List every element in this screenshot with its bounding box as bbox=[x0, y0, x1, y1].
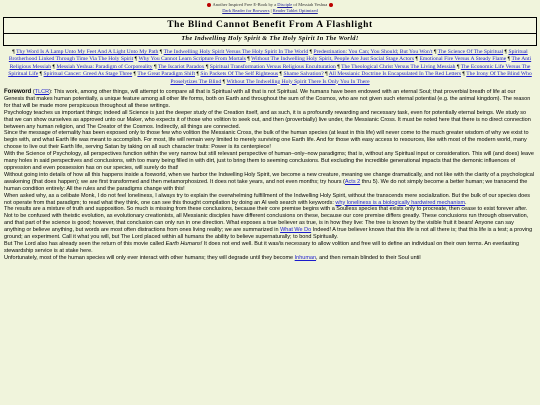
toc-link[interactable]: Without The Indwelling Holy Spirit There Is Only You In There bbox=[226, 78, 370, 85]
pilcrow-icon: ¶ bbox=[247, 56, 252, 63]
page-title: The Blind Cannot Benefit From A Flashlight bbox=[167, 20, 373, 30]
reader-tablet-link[interactable]: Reader Tablet Optimized bbox=[272, 8, 318, 13]
foreword-paragraph-5: Without going into details of how all this happens inside a foxworld, when we harbor the Indwelling Holy Spirit, we become a new creature, meaning we change dramatically, and not like with the clarity of a psychological awakening (that does happen); we are first transformed and then metamorphosized. It does not take years, and not even months; try hours (Acts 2 thru 5). We do not simply become a better human; we transcend the human condition entirely: All the rules and the paradigms change with this! bbox=[4, 171, 535, 192]
toc-link[interactable]: Shame Salvation? bbox=[283, 71, 324, 78]
pilcrow-icon: ¶ bbox=[196, 71, 201, 78]
toc-link[interactable]: Predestination: You Can; You Should; But You Won't bbox=[313, 49, 433, 55]
dark-reader-link[interactable]: Dark Reader for Browsers bbox=[222, 8, 270, 13]
toc-link[interactable]: Thy Word Is A Lamp Unto My Feet And A Light Unto My Path bbox=[16, 49, 159, 55]
pilcrow-icon: ¶ bbox=[39, 71, 44, 78]
toc-link[interactable]: The Great Paradigm Shift bbox=[137, 71, 196, 78]
pilcrow-icon: ¶ bbox=[12, 49, 17, 55]
toc-link[interactable]: All Messianic Doctrine Is Encapsulated In The Red Letters bbox=[328, 71, 461, 78]
pilcrow-icon: ¶ bbox=[325, 71, 329, 78]
pilcrow-icon: ¶ bbox=[433, 49, 438, 55]
foreword-paragraph-9: Unfortunately, most of the human species will only ever interact with other humans; they will degrade until they become Inhuman, and then remain blinded to their Soul until bbox=[4, 254, 421, 261]
toc-link[interactable]: The Science Of The Spiritual bbox=[437, 49, 504, 55]
pilcrow-icon: ¶ bbox=[159, 49, 164, 55]
pilcrow-icon: ¶ bbox=[133, 71, 138, 78]
toc-link[interactable]: The Theological Christ Versus The Living Messiah bbox=[341, 63, 456, 70]
foreword-paragraph-2: Psychology teaches us important things; indeed all Science is just the deeper study of the Creation itself, and as such, it is a profoundly rewarding and necessary task, even for potentially eternal beings. We study so that we can show ourselves as approved unto our Maker, who expects it of those who volition to seek out, and then (proverbially) live under, the Messianic Cross. It must be noted here that there is no direct connection between any human religion, and The Creator of the Cosmos. Indirectly, all things are connected. bbox=[4, 109, 531, 130]
pilcrow-icon: ¶ bbox=[504, 49, 509, 55]
toc-link[interactable]: Messiah Yeshua: Paradigm of Corporeality bbox=[56, 63, 153, 70]
toc-link[interactable]: The Iscariot Paradox bbox=[157, 63, 205, 70]
disciple-link[interactable]: Disciple bbox=[277, 2, 293, 7]
toc-link[interactable]: The Indwelling Holy Spirit Versus The Holy Spirit In The World bbox=[163, 49, 309, 55]
toc-link[interactable]: Emotional Fire Versus A Steady Flame bbox=[419, 56, 507, 63]
toc-link[interactable]: Spiritual Cancer: Greed As Stage Three bbox=[43, 71, 133, 78]
foreword-paragraph-6: When asked why, as a celibate Monk, I do not feel loneliness, I always try to explain the overwhelming fulfillment of the Indwelling Holy Spirit, without the transcends mere socialization. But the bulk of our species does not operate from that paradigm; to read what they think, one can see this thought compilation by doing an AI web search with keywords: why loneliness is a biologically hardwired mechanism. bbox=[4, 192, 531, 206]
pilcrow-icon: ¶ bbox=[154, 63, 158, 70]
toc-link[interactable]: The Anti Religious Messiah bbox=[9, 56, 532, 70]
pilcrow-icon: ¶ bbox=[507, 56, 512, 63]
toc-link[interactable]: Sin Packets Of The Self Righteous bbox=[200, 71, 279, 78]
pilcrow-icon: ¶ bbox=[456, 63, 461, 70]
foreword-paragraph-8: But The Lord also has already seen the return of this movie called Earth Humans! It does not end well. But it was/is necessary to allow volition and free will to define an individual on their own terms. An everlasting stewardship service is at stake here. bbox=[4, 240, 520, 254]
pilcrow-icon: ¶ bbox=[309, 49, 314, 55]
title-box bbox=[3, 17, 537, 46]
foreword-paragraph-7: The results are a mixture of truth and supposition. So much is missing from these conclusions, because their core premise begins with a Soulless species that exists only to procreate, then cease to exist forever after. Not to be confused with theistic evolution, as evolutionary creationists, all Messianic disciples have different conclusions on these, because our core premise differs greatly. These conclusions run through observation, and that part of the science is good; however, that conclusion can only run in one direction. What exposes a true believer as true, is in how they live: The tree is known by the visible fruit it bears! Anyone can say anything or believe anything, but words are most often distractions from ones living reality; we are summarized in What We Do Indeed! A true believer knows that this life is not all there is; that this life is a test; a proving ground; an experiment. Call it what you will, but The Lord placed within all humans the ability to believe supernaturally; to bond Spiritually. bbox=[4, 206, 533, 241]
toc-link[interactable]: Without The Indwelling Holy Spirit, People Are Just Social Stage Actors bbox=[251, 56, 415, 63]
table-of-contents bbox=[5, 49, 535, 86]
top-banner-line-2: Dark Reader for Browsers | Reader Tablet Optimized bbox=[222, 8, 318, 13]
tlcr-link[interactable]: TLCR bbox=[34, 89, 50, 96]
pilcrow-icon: ¶ bbox=[52, 63, 57, 70]
book-icon-right bbox=[329, 3, 333, 7]
foreword-paragraph-4: With the Science of Psychology, all perspectives function within the very narrow but still relevant perspective of human–only–now paradigms; that is, without any Spiritual input or consideration. This will (and does) leave many holes in said perspectives and conclusions, with too many being filled in with dirt, just to bring them to seeming conclusions. But excluding the incredible generational impacts that the demonic influences of oppression and even possession has on our species, will surely do that! bbox=[4, 151, 534, 171]
toc-link[interactable]: Why You Cannot Learn Scripture From Mortals bbox=[138, 56, 246, 63]
toc-link[interactable]: The Irony Of The Blind Who Proselytizes The Blind bbox=[170, 71, 532, 85]
pilcrow-icon: ¶ bbox=[415, 56, 420, 63]
inhuman-link[interactable]: Inhuman bbox=[294, 254, 317, 261]
pilcrow-icon: ¶ bbox=[205, 63, 210, 70]
toc-link[interactable]: Spiritual Brotherhood Linked Through Time Via The Holy Spirit bbox=[8, 49, 528, 63]
book-icon bbox=[207, 3, 211, 7]
acts-2-link[interactable]: Acts 2 bbox=[344, 178, 361, 185]
foreword-section bbox=[3, 89, 537, 262]
pilcrow-icon: ¶ bbox=[222, 78, 227, 85]
foreword-paragraph-1: This work, among other things, will attempt to compare all that is Spiritual with all that is not Spiritual. We humans have been endowed with an eternal Soul; that proverbial breath of life at our Genesis that makes human potentially, a unique feature among all other life forms, both on Earth and throughout the sum of the Cosmos, who are not given such eternal potential (e.g. the animal kingdom). The reason for that will be made more perspicuous throughout all these writings. bbox=[4, 89, 531, 109]
foreword-label: Foreword bbox=[4, 89, 32, 96]
top-banner bbox=[3, 2, 537, 14]
foreword-paragraph-3: Since the message of eternality has been exposed only to those few who volition the Messianic Cross, the bulk of the human species (at least in this life) will never come to the much greater wisdom of why we exist to begin with, and what Earth life was meant to accomplish. For most, life will remain very limited to merely surviving one Earth life. And for those with easy access to resources, like with most of the modern world, many choose to live out their Earth life, serving Satan by taking on all such character traits: Power is its centerpiece! bbox=[4, 130, 529, 151]
top-banner-line-1: Another Inspired Free E-Book by a Disciple of Messiah Yeshua bbox=[3, 2, 537, 8]
toc-link[interactable]: The Economic Life Versus The Spiritual Life bbox=[8, 63, 531, 78]
loneliness-search-link[interactable]: why loneliness is a biologically hardwired mechanism bbox=[335, 199, 466, 206]
foreword-heading-paragraph: Foreword (TLCR): This work, among other things, will attempt to compare all that is Spiritual with all that is not Spiritual. We humans have been endowed with an eternal Soul; that proverbial breath of life at our Genesis that makes human potentially, a unique feature among all other life forms, both on Earth and throughout the sum of the Cosmos, who are not given such eternal potential (e.g. the animal kingdom). The reason for that will be made more perspicuous throughout all these writings. bbox=[4, 89, 531, 109]
pilcrow-icon: ¶ bbox=[279, 71, 284, 78]
toc-link[interactable]: Spiritual Transformation Versus Religious Enculturation bbox=[209, 63, 336, 70]
pilcrow-icon: ¶ bbox=[337, 63, 342, 70]
pilcrow-icon: ¶ bbox=[462, 71, 467, 78]
what-we-do-link[interactable]: What We Do bbox=[280, 227, 312, 234]
page-subtitle: The Indwelling Holy Spirit & The Holy Spirit In The World! bbox=[4, 33, 536, 43]
pilcrow-icon: ¶ bbox=[134, 56, 139, 63]
